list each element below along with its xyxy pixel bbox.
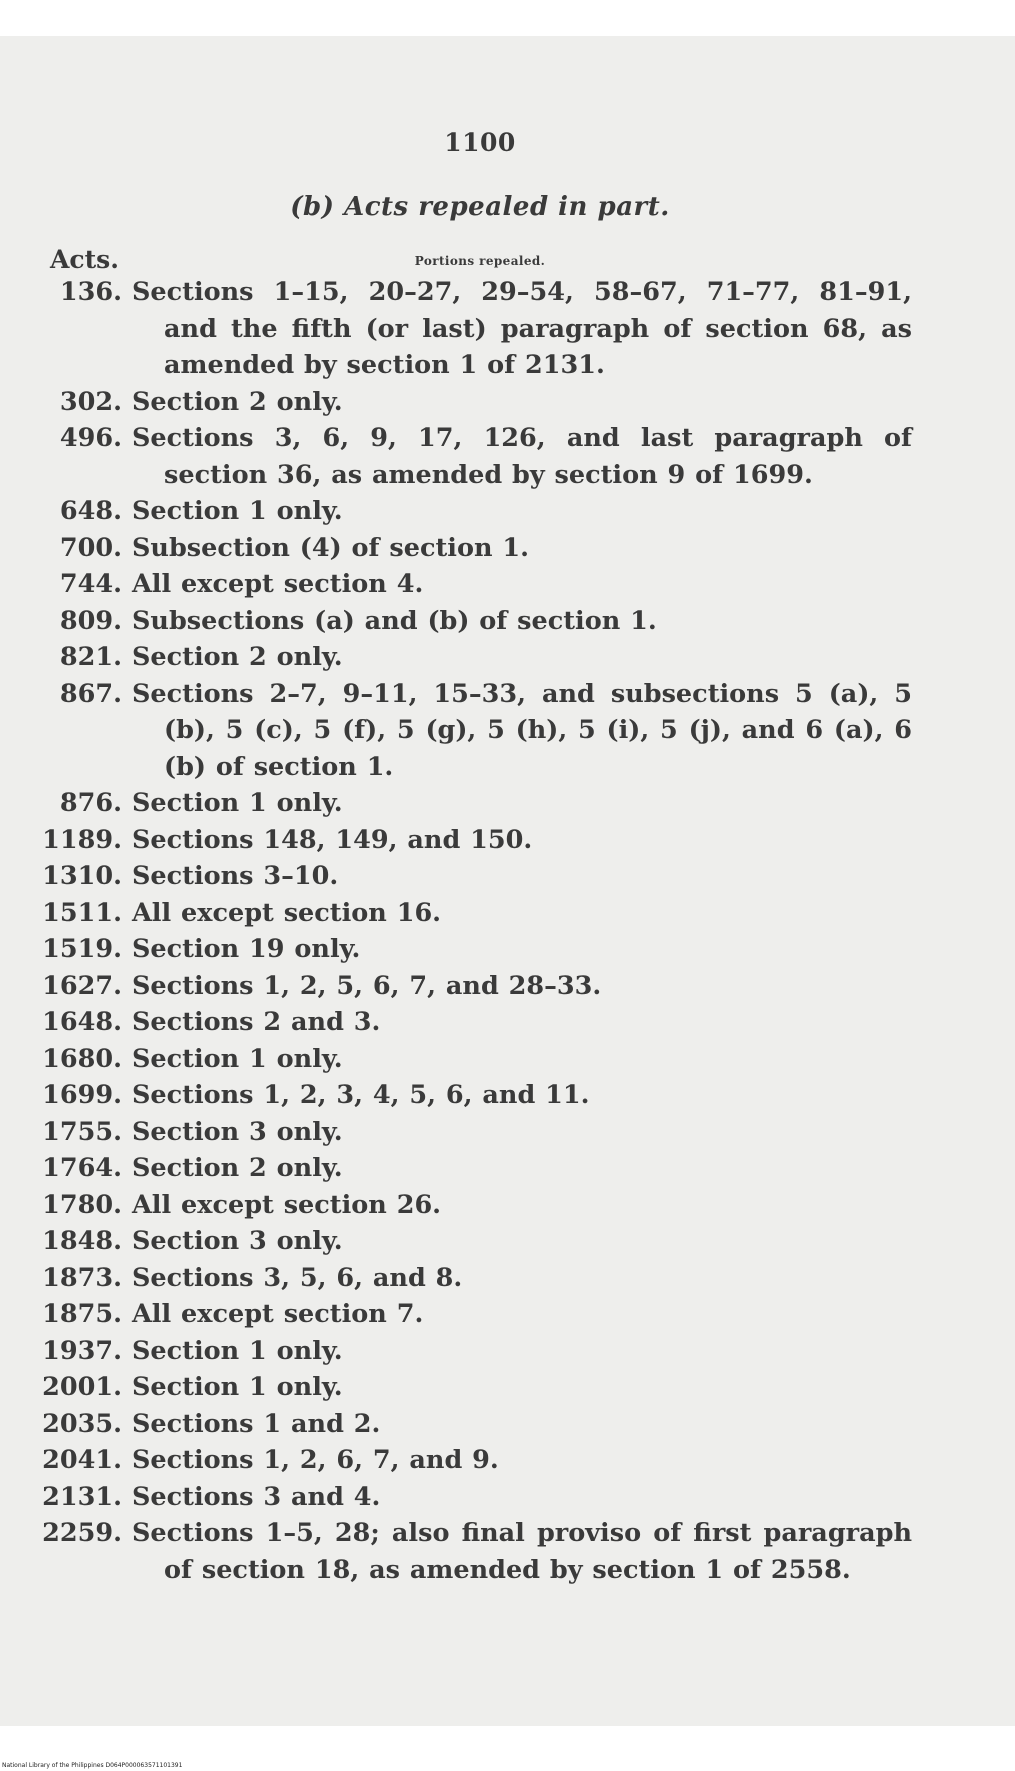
act-number: 1310. xyxy=(42,861,122,891)
act-number: 1189. xyxy=(42,824,122,855)
act-number: 867. xyxy=(59,678,122,709)
portions-repealed: Section 1 only. xyxy=(132,1372,343,1402)
act-entry xyxy=(0,530,1015,567)
act-entry xyxy=(0,785,1015,822)
act-number: 809. xyxy=(59,605,122,636)
act-number: 1764. xyxy=(42,1153,122,1183)
portions-repealed: Section 3 only. xyxy=(132,1226,343,1256)
act-entry xyxy=(0,1150,1015,1187)
act-number: 2259. xyxy=(42,1518,122,1548)
act-entry xyxy=(0,1187,1015,1224)
act-number: 1627. xyxy=(42,970,122,1001)
act-entry xyxy=(0,1223,1015,1260)
act-number: 700. xyxy=(59,532,122,563)
act-entry xyxy=(0,639,1015,676)
portions-repealed: All except section 4. xyxy=(132,569,424,599)
act-number: 2001. xyxy=(42,1372,122,1402)
act-number: 2131. xyxy=(42,1481,122,1512)
act-entry xyxy=(0,858,1015,895)
portions-repealed: All except section 16. xyxy=(132,897,442,928)
act-number: 1848. xyxy=(42,1226,122,1256)
act-entry xyxy=(0,603,1015,640)
act-entry xyxy=(0,931,1015,968)
act-entry xyxy=(0,1041,1015,1078)
act-number: 821. xyxy=(59,642,122,672)
portions-repealed: Sections 1, 2, 6, 7, and 9. xyxy=(132,1445,499,1475)
act-entry xyxy=(0,1406,1015,1443)
act-number: 1937. xyxy=(42,1335,122,1366)
page-number: 1100 xyxy=(444,128,516,157)
column-caption: Portions repealed. xyxy=(414,254,546,268)
act-number: 1519. xyxy=(42,934,122,964)
act-number: 2041. xyxy=(42,1445,122,1475)
portions-repealed: Sections 1, 2, 3, 4, 5, 6, and 11. xyxy=(132,1080,590,1110)
act-number: 648. xyxy=(59,496,122,526)
act-number: 496. xyxy=(59,423,122,453)
scan-footer: National Library of the Philippines D064P000063571101391 xyxy=(2,1762,183,1769)
act-number: 1680. xyxy=(42,1043,122,1074)
act-entry xyxy=(0,1004,1015,1041)
act-number: 1875. xyxy=(42,1299,122,1329)
act-number: 1648. xyxy=(42,1007,122,1037)
portions-repealed: Section 3 only. xyxy=(132,1116,343,1147)
act-number: 1699. xyxy=(42,1080,122,1110)
act-entry xyxy=(0,1296,1015,1333)
act-entry xyxy=(0,822,1015,859)
act-number: 1755. xyxy=(42,1116,122,1147)
act-entry xyxy=(0,420,1015,493)
act-entry xyxy=(0,1479,1015,1516)
act-entry xyxy=(0,1442,1015,1479)
portions-repealed: Sections 1–15, 20–27, 29–54, 58–67, 71–77, 81–91, and the fifth (or last) paragraph of section 68, as amended by section 1 of 2131. xyxy=(132,277,912,380)
portions-repealed: Section 2 only. xyxy=(132,1153,343,1183)
portions-repealed: Section 1 only. xyxy=(132,1335,343,1366)
portions-repealed: Section 19 only. xyxy=(132,934,361,964)
portions-repealed: Section 1 only. xyxy=(132,788,343,818)
act-entry xyxy=(0,1114,1015,1151)
portions-repealed: Sections 3, 5, 6, and 8. xyxy=(132,1262,463,1293)
portions-repealed: Subsections (a) and (b) of section 1. xyxy=(132,605,657,636)
portions-repealed: Sections 2 and 3. xyxy=(132,1007,381,1037)
act-number: 1873. xyxy=(42,1262,122,1293)
act-number: 136. xyxy=(59,277,122,307)
portions-repealed: Sections 148, 149, and 150. xyxy=(132,824,533,855)
portions-repealed: Sections 1–5, 28; also final proviso of first paragraph of section 18, as amended by section 1 of 2558. xyxy=(132,1518,912,1585)
portions-repealed: Sections 1, 2, 5, 6, 7, and 28–33. xyxy=(132,970,602,1001)
act-entry xyxy=(0,384,1015,421)
portions-repealed: Section 1 only. xyxy=(132,496,343,526)
repealed-acts-list xyxy=(0,274,1015,1588)
portions-repealed: Sections 3 and 4. xyxy=(132,1481,381,1512)
portions-repealed: Sections 3, 6, 9, 17, 126, and last paragraph of section 36, as amended by section 9 of 1699. xyxy=(132,423,912,490)
act-entry xyxy=(0,1260,1015,1297)
act-entry xyxy=(0,676,1015,786)
act-entry xyxy=(0,1369,1015,1406)
act-entry xyxy=(0,895,1015,932)
act-entry xyxy=(0,566,1015,603)
portions-repealed: All except section 7. xyxy=(132,1299,424,1329)
act-number: 302. xyxy=(59,386,122,417)
act-number: 2035. xyxy=(42,1408,122,1439)
act-entry xyxy=(0,1515,1015,1588)
portions-repealed: Subsection (4) of section 1. xyxy=(132,532,530,563)
portions-repealed: Section 2 only. xyxy=(132,642,343,672)
section-subtitle: (b) Acts repealed in part. xyxy=(290,192,670,222)
act-number: 1511. xyxy=(42,897,122,928)
portions-repealed: Sections 3–10. xyxy=(132,861,339,891)
portions-repealed: All except section 26. xyxy=(132,1189,442,1220)
portions-repealed: Sections 2–7, 9–11, 15–33, and subsections 5 (a), 5 (b), 5 (c), 5 (f), 5 (g), 5 (h), 5 (i), 5 (j), and 6 (a), 6 (b) of section 1. xyxy=(132,678,912,782)
act-number: 876. xyxy=(59,788,122,818)
act-entry xyxy=(0,1333,1015,1370)
act-entry xyxy=(0,968,1015,1005)
act-number: 1780. xyxy=(42,1189,122,1220)
acts-column-label: Acts. xyxy=(50,245,119,274)
portions-repealed: Sections 1 and 2. xyxy=(132,1408,381,1439)
act-number: 744. xyxy=(59,569,122,599)
act-entry xyxy=(0,274,1015,384)
portions-repealed: Section 2 only. xyxy=(132,386,343,417)
act-entry xyxy=(0,1077,1015,1114)
act-entry xyxy=(0,493,1015,530)
portions-repealed: Section 1 only. xyxy=(132,1043,343,1074)
